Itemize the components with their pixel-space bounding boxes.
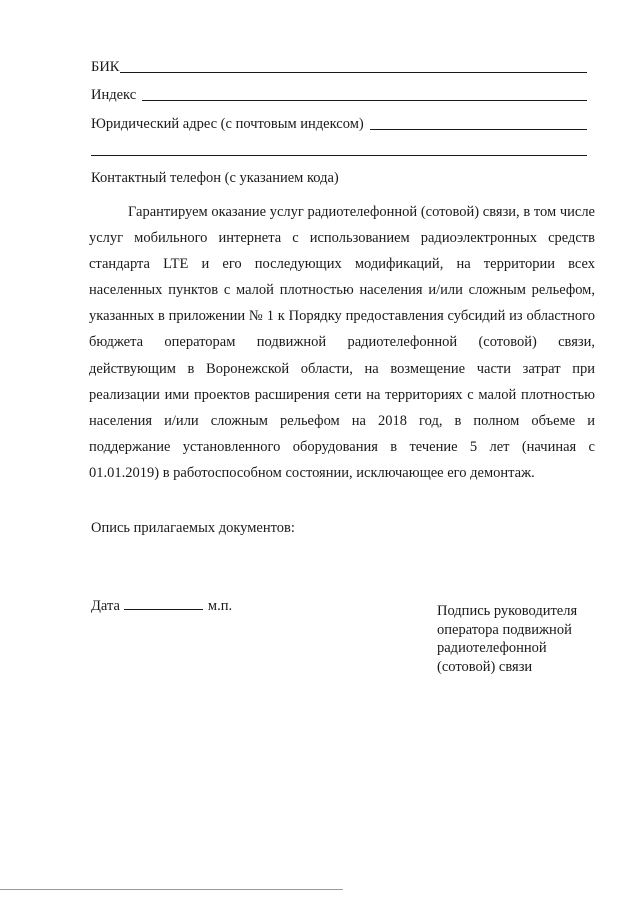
- date-fill-line: [124, 597, 203, 610]
- guarantee-paragraph: Гарантируем оказание услуг радиотелефонной (сотовой) связи, в том числе услуг мобильного интернета с использованием радиоэлектронных средств стандарта LTE и его последующих модификаций, на территории всех населенных пунктов с малой плотностью населения и/или сложным рельефом, указанных в приложении № 1 к Порядку предоставления субсидий из областного бюджета операторам подвижной радиотелефонной (сотовой) связи, действующим в Воронежской области, на возмещение части затрат при реализации ими проектов расширения сети на территориях с малой плотностью населения и/или сложным рельефом на 2018 год, в полном объеме и поддержание установленного оборудования в течение 5 лет (начиная с 01.01.2019) в работоспособном состоянии, исключающее его демонтаж.: [89, 204, 595, 481]
- date-label: Дата: [91, 598, 120, 614]
- legal-address-field: [91, 113, 587, 133]
- index-field: [91, 84, 587, 104]
- attachments-label: Опись прилагаемых документов:: [91, 520, 295, 536]
- legal-address-fill-line: [370, 129, 587, 130]
- footer-rule: [0, 889, 343, 890]
- bik-fill-line: [120, 72, 587, 73]
- date-block: [91, 597, 232, 615]
- stamp-label: м.п.: [207, 598, 233, 614]
- legal-address-label: Юридический адрес (с почтовым индексом): [91, 116, 364, 132]
- legal-address-continuation-line: [91, 155, 587, 156]
- index-fill-line: [142, 100, 587, 101]
- signature-line-3: радиотелефонной: [437, 640, 547, 656]
- signature-line-1: Подпись руководителя: [437, 603, 578, 619]
- index-label: Индекс: [91, 87, 137, 103]
- contact-phone-label: Контактный телефон (с указанием кода): [91, 170, 339, 186]
- signature-line-2: оператора подвижной: [437, 621, 572, 638]
- signature-line-4: (сотовой) связи: [437, 658, 533, 675]
- signature-block: [437, 602, 607, 676]
- bik-label: БИК: [91, 59, 120, 75]
- bik-field: [91, 56, 587, 76]
